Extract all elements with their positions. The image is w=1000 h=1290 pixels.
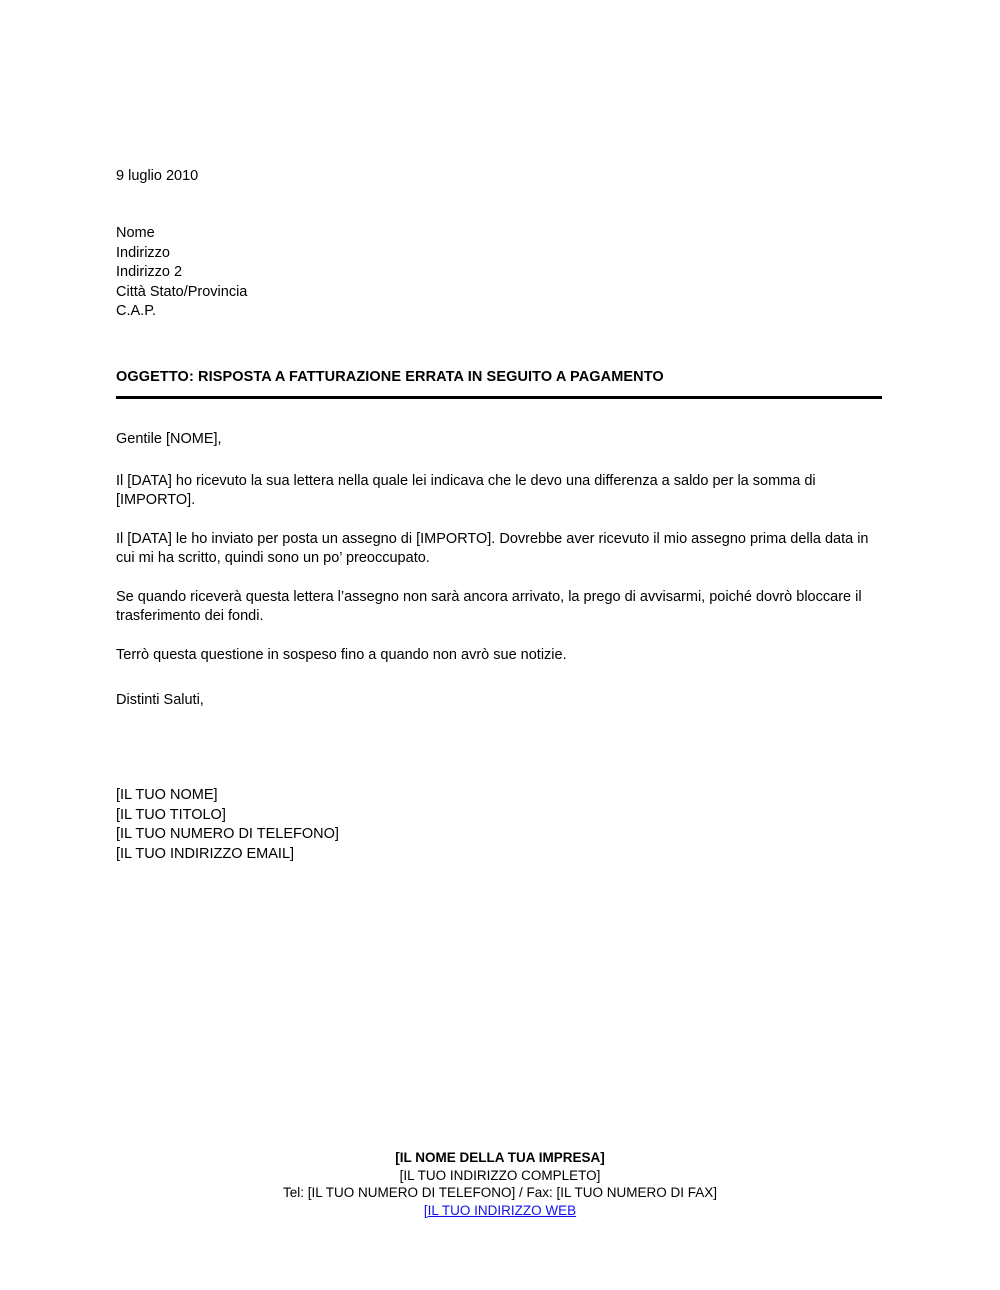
body-paragraph-4: Terrò questa questione in sospeso fino a quando non avrò sue notizie. [116, 646, 567, 663]
page-footer [0, 1149, 1000, 1219]
letter-body [116, 430, 888, 665]
subject-divider [116, 396, 882, 399]
address-line-street-2: Indirizzo 2 [116, 264, 183, 280]
footer-company-name: [IL NOME DELLA TUA IMPRESA] [395, 1150, 605, 1165]
body-paragraph-3: Se quando riceverà questa lettera l’assegno non sarà ancora arrivato, la prego di avvisarmi, poiché dovrò bloccare il trasferimento dei fondi. [116, 588, 862, 624]
address-line-street: Indirizzo [116, 244, 170, 261]
signature-name: [IL TUO NOME] [116, 787, 218, 803]
closing-salutation: Distinti Saluti, [116, 692, 204, 708]
body-paragraph-1: Il [DATA] ho ricevuto la sua lettera nella quale lei indicava che le devo una differenza a saldo per la somma di [IMPORTO]. [116, 472, 816, 508]
signature-block [116, 786, 339, 864]
subject-section [116, 368, 882, 399]
signature-phone: [IL TUO NUMERO DI TELEFONO] [116, 826, 339, 842]
footer-web-link[interactable]: [IL TUO INDIRIZZO WEB [423, 1202, 577, 1218]
body-paragraph-2: Il [DATA] le ho inviato per posta un assegno di [IMPORTO]. Dovrebbe aver ricevuto il mio assegno prima della data in cui mi ha scritto, quindi sono un po’ preoccupato. [116, 530, 869, 566]
footer-address: [IL TUO INDIRIZZO COMPLETO] [399, 1167, 601, 1183]
address-line-postal-code: C.A.P. [116, 303, 157, 319]
salutation: Gentile [NOME], [116, 431, 222, 447]
signature-email: [IL TUO INDIRIZZO EMAIL] [116, 845, 295, 862]
footer-contact: Tel: [IL TUO NUMERO DI TELEFONO] / Fax: [IL TUO NUMERO DI FAX] [282, 1185, 718, 1200]
signature-title: [IL TUO TITOLO] [116, 806, 226, 823]
letter-date: 9 luglio 2010 [116, 168, 199, 184]
subject-heading: OGGETTO: RISPOSTA A FATTURAZIONE ERRATA IN SEGUITO A PAGAMENTO [116, 369, 664, 385]
recipient-address-block [116, 224, 247, 322]
address-line-city-state: Città Stato/Provincia [116, 283, 248, 300]
address-line-name: Nome [116, 225, 155, 241]
